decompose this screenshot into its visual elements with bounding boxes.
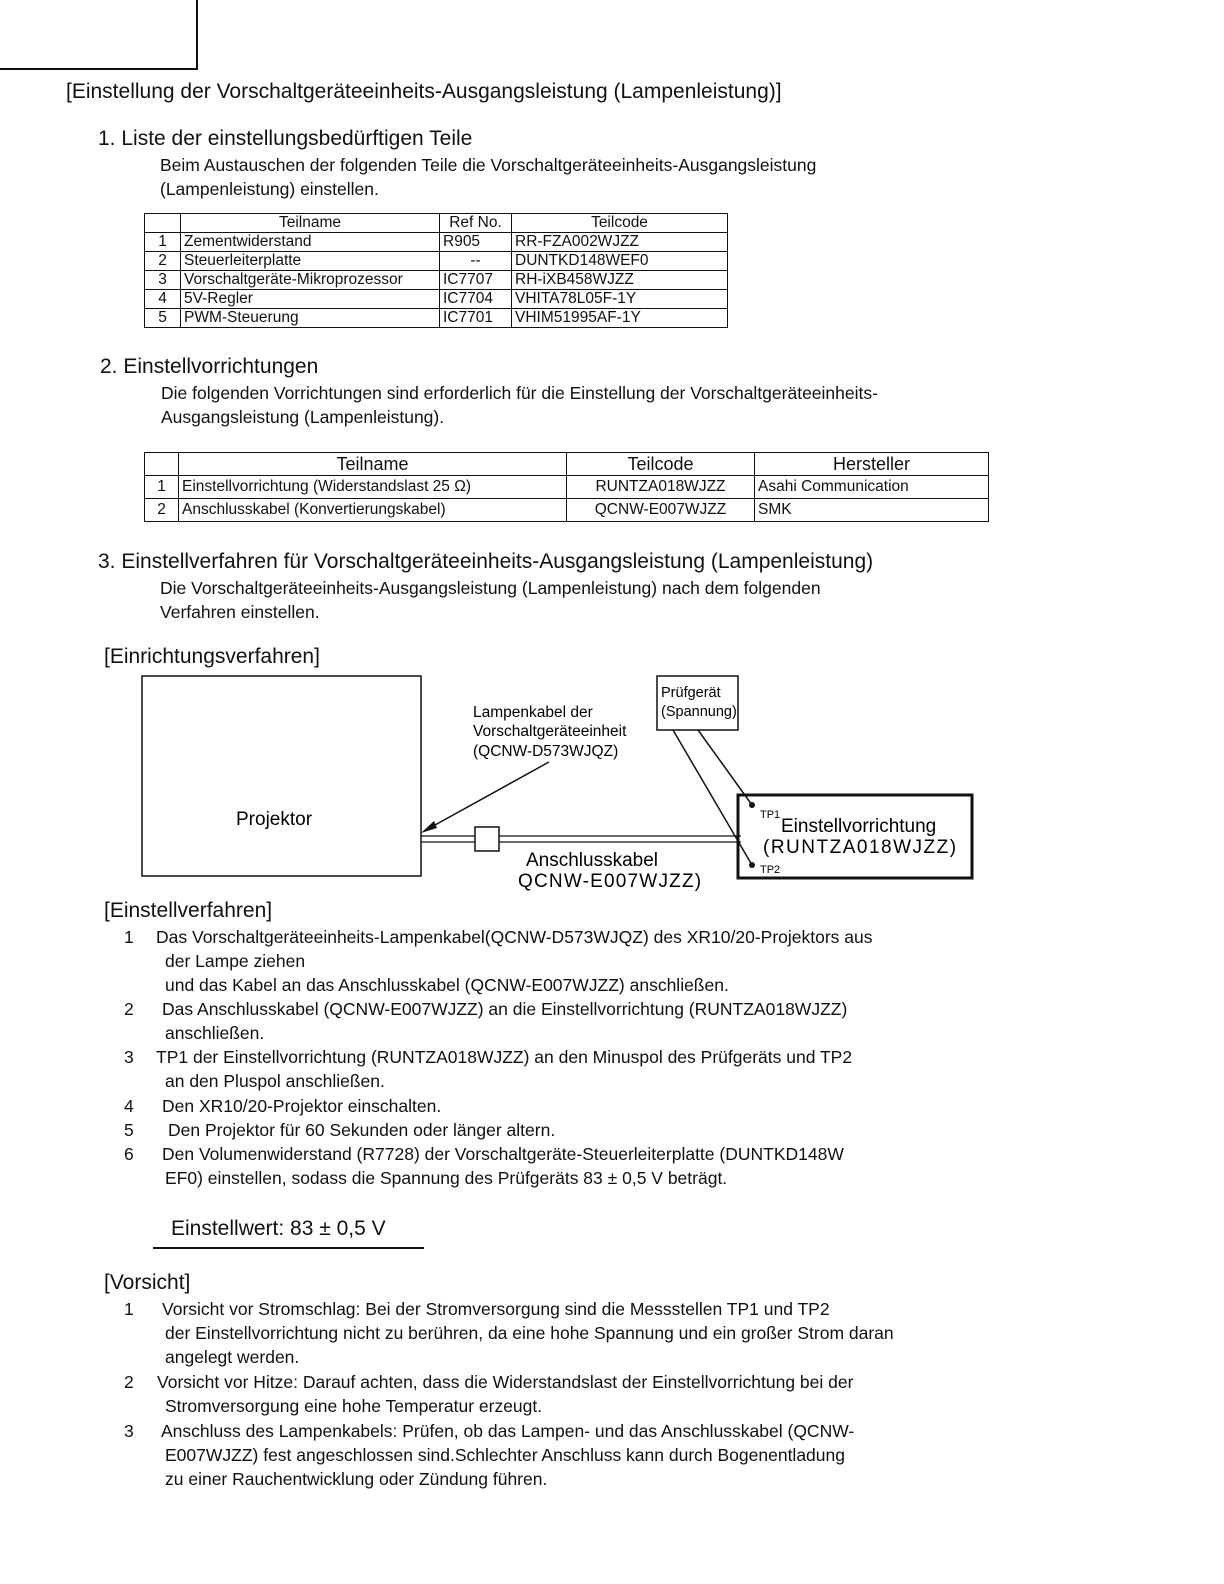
step-number: 3 <box>124 1047 134 1067</box>
table-cell: 2 <box>145 252 181 271</box>
caution-line: angelegt werden. <box>165 1347 300 1367</box>
table-cell: R905 <box>440 233 512 252</box>
setup-title: [Einrichtungsverfahren] <box>104 645 320 668</box>
section3-text-1: Die Vorschaltgeräteeinheits-Ausgangsleistung (Lampenleistung) nach dem folgenden <box>160 578 821 598</box>
table-cell: DUNTKD148WEF0 <box>512 252 728 271</box>
section1-text-2: (Lampenleistung) einstellen. <box>160 179 379 199</box>
device-label-1: Einstellvorrichtung <box>781 816 937 837</box>
table-cell: Anschlusskabel (Konvertierungskabel) <box>179 499 567 522</box>
column-header: Teilname <box>181 214 440 233</box>
projector-label: Projektor <box>236 809 313 830</box>
step-line: Das Anschlusskabel (QCNW-E007WJZZ) an die Einstellvorrichtung (RUNTZA018WJZZ) <box>162 999 848 1019</box>
tester-label-1: Prüfgerät <box>661 685 721 701</box>
caution-number: 1 <box>124 1299 134 1319</box>
step-line: Das Vorschaltgeräteeinheits-Lampenkabel(QCNW-D573WJQZ) des XR10/20-Projektors aus <box>156 927 873 947</box>
caution-line: E007WJZZ) fest angeschlossen sind.Schlechter Anschluss kann durch Bogenentladung <box>165 1445 845 1465</box>
step-number: 5 <box>124 1120 134 1140</box>
step-line: anschließen. <box>165 1023 265 1043</box>
arrow-head <box>421 821 437 833</box>
table-cell: VHIM51995AF-1Y <box>512 309 728 328</box>
section2-title: 2. Einstellvorrichtungen <box>100 355 319 378</box>
cable-label-2: QCNW-E007WJZZ) <box>518 871 703 892</box>
lamp-cable-label-1: Lampenkabel der <box>473 704 593 721</box>
step-line: EF0) einstellen, sodass die Spannung des Prüfgeräts 83 ± 0,5 V beträgt. <box>165 1168 728 1188</box>
column-header: Ref No. <box>440 214 512 233</box>
step-line: und das Kabel an das Anschlusskabel (QCNW-E007WJZZ) anschließen. <box>165 975 729 995</box>
page-heading: [Einstellung der Vorschaltgeräteeinheits-Ausgangsleistung (Lampenleistung)] <box>66 80 782 103</box>
step-line: TP1 der Einstellvorrichtung (RUNTZA018WJZZ) an den Minuspol des Prüfgeräts und TP2 <box>156 1047 853 1067</box>
step-number: 6 <box>124 1144 134 1164</box>
setting-value: Einstellwert: 83 ± 0,5 V <box>171 1217 386 1240</box>
table-cell: 1 <box>145 233 181 252</box>
column-header: Hersteller <box>755 453 989 476</box>
table-cell: RUNTZA018WJZZ <box>567 476 755 499</box>
caution-line: Anschluss des Lampenkabels: Prüfen, ob das Lampen- und das Anschlusskabel (QCNW- <box>161 1421 855 1441</box>
table-cell: VHITA78L05F-1Y <box>512 290 728 309</box>
caution-line: Vorsicht vor Hitze: Darauf achten, dass die Widerstandslast der Einstellvorrichtung bei der <box>157 1372 854 1392</box>
table-cell: 5V-Regler <box>181 290 440 309</box>
tester-label-2: (Spannung) <box>661 704 737 720</box>
table-cell: RR-FZA002WJZZ <box>512 233 728 252</box>
caution-line: zu einer Rauchentwicklung oder Zündung führen. <box>165 1469 548 1489</box>
table-cell: IC7701 <box>440 309 512 328</box>
table-cell: SMK <box>755 499 989 522</box>
table-cell: RH-iXB458WJZZ <box>512 271 728 290</box>
step-number: 4 <box>124 1096 134 1116</box>
caution-number: 2 <box>124 1372 134 1392</box>
device-label-2: (RUNTZA018WJZZ) <box>763 837 958 858</box>
lamp-cable-label-3: (QCNW-D573WJQZ) <box>473 743 619 760</box>
table-cell: Vorschaltgeräte-Mikroprozessor <box>181 271 440 290</box>
section1-text-1: Beim Austauschen der folgenden Teile die Vorschaltgeräteeinheits-Ausgangsleistung <box>160 155 817 175</box>
step-line: Den Projektor für 60 Sekunden oder länger altern. <box>168 1120 556 1140</box>
table-cell: IC7707 <box>440 271 512 290</box>
caution-number: 3 <box>124 1421 134 1441</box>
step-number: 1 <box>124 927 134 947</box>
cable-label-1: Anschlusskabel <box>526 850 659 871</box>
section2-text-2: Ausgangsleistung (Lampenleistung). <box>161 407 445 427</box>
step-line: der Lampe ziehen <box>165 951 306 971</box>
table-cell: 5 <box>145 309 181 328</box>
section3-title: 3. Einstellverfahren für Vorschaltgeräteeinheits-Ausgangsleistung (Lampenleistung) <box>98 550 874 573</box>
step-line: an den Pluspol anschließen. <box>165 1071 385 1091</box>
projector-box <box>142 676 421 876</box>
table-cell: -- <box>440 252 512 271</box>
table-cell: PWM-Steuerung <box>181 309 440 328</box>
table-cell: IC7704 <box>440 290 512 309</box>
setting-value-underline <box>153 1247 424 1249</box>
column-header: Teilcode <box>567 453 755 476</box>
lamp-cable-arrow <box>426 762 549 830</box>
column-header: Teilcode <box>512 214 728 233</box>
section1-title: 1. Liste der einstellungsbedürftigen Teile <box>98 127 473 150</box>
section2-text-1: Die folgenden Vorrichtungen sind erforderlich für die Einstellung der Vorschaltgeräteeinheits- <box>161 383 878 403</box>
caution-line: Stromversorgung eine hohe Temperatur erzeugt. <box>165 1396 543 1416</box>
tp1-point <box>749 802 755 808</box>
caution-title: [Vorsicht] <box>104 1271 191 1294</box>
column-header: Teilname <box>179 453 567 476</box>
step-number: 2 <box>124 999 134 1019</box>
procedure-title: [Einstellverfahren] <box>104 899 273 922</box>
table-cell: 4 <box>145 290 181 309</box>
step-line: Den XR10/20-Projektor einschalten. <box>162 1096 442 1116</box>
table-cell: QCNW-E007WJZZ <box>567 499 755 522</box>
tp2-label: TP2 <box>760 864 781 876</box>
table-cell: Asahi Communication <box>755 476 989 499</box>
caution-line: der Einstellvorrichtung nicht zu berühren, da eine hohe Spannung und ein großer Strom daran <box>165 1323 894 1343</box>
lamp-cable-label-2: Vorschaltgeräteeinheit <box>473 723 627 740</box>
tp2-point <box>749 862 755 868</box>
tp1-label: TP1 <box>760 809 781 821</box>
table-cell: 3 <box>145 271 181 290</box>
table-cell: Zementwiderstand <box>181 233 440 252</box>
section3-text-2: Verfahren einstellen. <box>160 602 320 622</box>
table-cell: Einstellvorrichtung (Widerstandslast 25 Ω) <box>179 476 567 499</box>
step-line: Den Volumenwiderstand (R7728) der Vorschaltgeräte-Steuerleiterplatte (DUNTKD148W <box>162 1144 844 1164</box>
table-cell: 1 <box>145 476 179 499</box>
caution-line: Vorsicht vor Stromschlag: Bei der Stromversorgung sind die Messstellen TP1 und TP2 <box>162 1299 830 1319</box>
table-cell: Steuerleiterplatte <box>181 252 440 271</box>
table-cell: 2 <box>145 499 179 522</box>
cable-connector <box>475 827 499 851</box>
